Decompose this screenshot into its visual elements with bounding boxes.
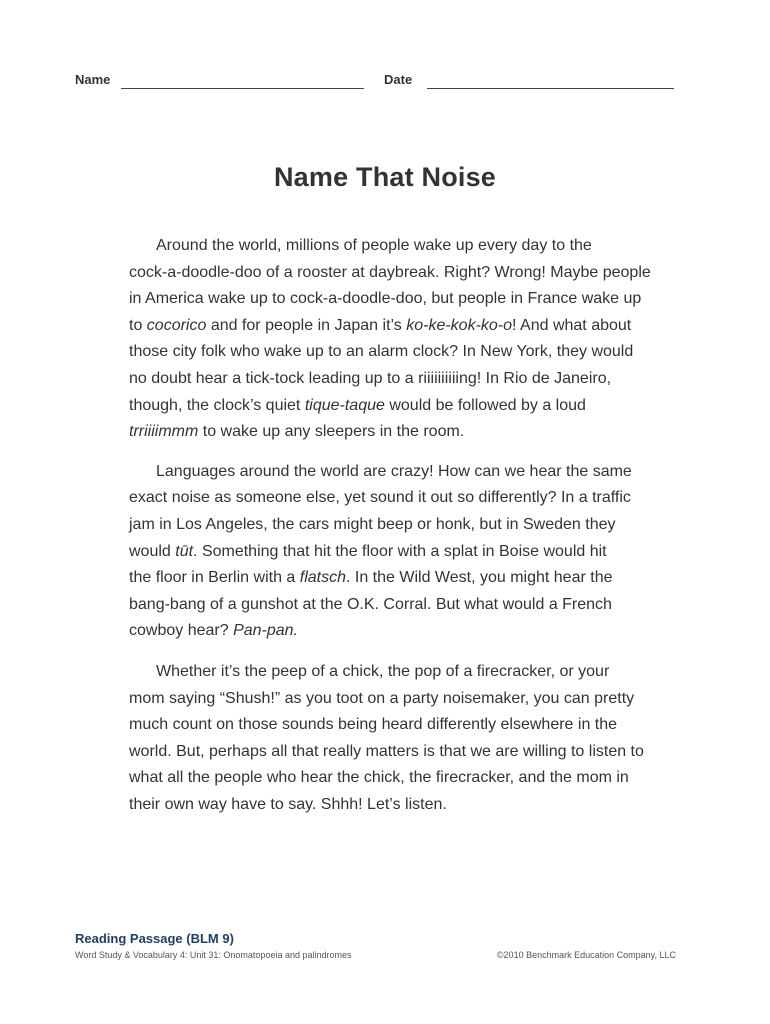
passage-line xyxy=(129,712,629,739)
name-label: Name xyxy=(75,72,111,87)
text-run: ! And what about xyxy=(512,316,632,334)
footer-title: Reading Passage (BLM 9) xyxy=(75,931,234,946)
italic-term: tique-taque xyxy=(304,396,385,414)
text-run: those city folk who wake up to an alarm clock? In New York, they would xyxy=(129,343,634,361)
passage-line xyxy=(129,313,632,340)
text-run: . Something that hit the floor with a splat in Boise would hit xyxy=(193,542,607,560)
worksheet-header xyxy=(75,72,677,94)
passage-line xyxy=(129,393,629,420)
text-run: would xyxy=(129,542,176,560)
passage-line xyxy=(129,686,635,713)
page-title: Name That Noise xyxy=(273,162,497,192)
passage-line xyxy=(129,765,629,792)
text-run: world. But, perhaps all that really matters is that we are willing to listen to xyxy=(129,742,644,760)
text-run: much count on those sounds being heard differently elsewhere in the xyxy=(129,716,618,734)
text-run: their own way have to say. Shhh! Let’s listen. xyxy=(129,795,447,813)
italic-term: trriiiimmm xyxy=(129,423,199,441)
text-run: though, the clock’s quiet xyxy=(129,396,305,414)
passage-line xyxy=(129,565,629,592)
passage-line xyxy=(129,592,629,619)
text-run: what all the people who hear the chick, the firecracker, and the mom in xyxy=(129,769,629,787)
passage-line xyxy=(129,286,642,313)
text-run: jam in Los Angeles, the cars might beep or honk, but in Sweden they xyxy=(129,515,616,533)
text-run: cock-a-doodle-doo of a rooster at daybreak. Right? Wrong! Maybe people xyxy=(129,263,651,281)
text-run: Languages around the world are crazy! How can we hear the same xyxy=(156,462,632,480)
text-run: to wake up any sleepers in the room. xyxy=(198,423,465,441)
passage-paragraph xyxy=(129,233,651,446)
italic-term: Pan-pan. xyxy=(233,622,298,640)
text-run: Whether it’s the peep of a chick, the pop of a firecracker, or your xyxy=(156,662,610,680)
passage-line xyxy=(129,485,629,512)
name-blank-line xyxy=(121,88,364,89)
passage-line xyxy=(129,233,629,260)
italic-term: cocorico xyxy=(146,316,207,334)
passage-line xyxy=(129,792,629,819)
passage-line xyxy=(129,539,629,566)
passage-paragraph xyxy=(129,459,632,645)
reading-passage xyxy=(129,233,651,832)
passage-line xyxy=(129,618,629,645)
passage-line xyxy=(129,739,644,766)
text-run: and for people in Japan it’s xyxy=(206,316,407,334)
text-run: no doubt hear a tick-tock leading up to a riiiiiiiiiing! In Rio de Janeiro, xyxy=(129,369,612,387)
text-run: Around the world, millions of people wake up every day to the xyxy=(156,237,592,254)
text-run: the floor in Berlin with a xyxy=(129,569,300,587)
passage-paragraph xyxy=(129,659,644,819)
text-run: in America wake up to cock-a-doodle-doo, but people in France wake up xyxy=(129,290,642,308)
passage-line xyxy=(129,339,634,366)
text-run: exact noise as someone else, yet sound it out so differently? In a traffic xyxy=(129,489,631,507)
date-blank-line xyxy=(427,88,674,89)
passage-line xyxy=(129,366,629,393)
passage-line xyxy=(129,512,629,539)
passage-line xyxy=(129,419,629,446)
italic-term: ko-ke-kok-ko-o xyxy=(406,316,513,334)
passage-line xyxy=(129,260,651,287)
footer-copyright: ©2010 Benchmark Education Company, LLC xyxy=(496,950,676,960)
passage-line xyxy=(129,659,629,686)
text-run: to xyxy=(129,316,147,334)
date-label: Date xyxy=(384,72,413,87)
text-run: bang-bang of a gunshot at the O.K. Corral. But what would a French xyxy=(129,595,612,613)
italic-term: tūt xyxy=(175,542,194,560)
text-run: would be followed by a loud xyxy=(384,396,586,414)
text-run: cowboy hear? xyxy=(129,622,234,640)
text-run: mom saying “Shush!” as you toot on a party noisemaker, you can pretty xyxy=(129,689,635,707)
text-run: . In the Wild West, you might hear the xyxy=(346,569,613,587)
passage-line xyxy=(129,459,632,486)
italic-term: flatsch xyxy=(299,569,346,587)
footer-subtitle: Word Study & Vocabulary 4: Unit 31: Onomatopoeia and palindromes xyxy=(75,950,352,960)
